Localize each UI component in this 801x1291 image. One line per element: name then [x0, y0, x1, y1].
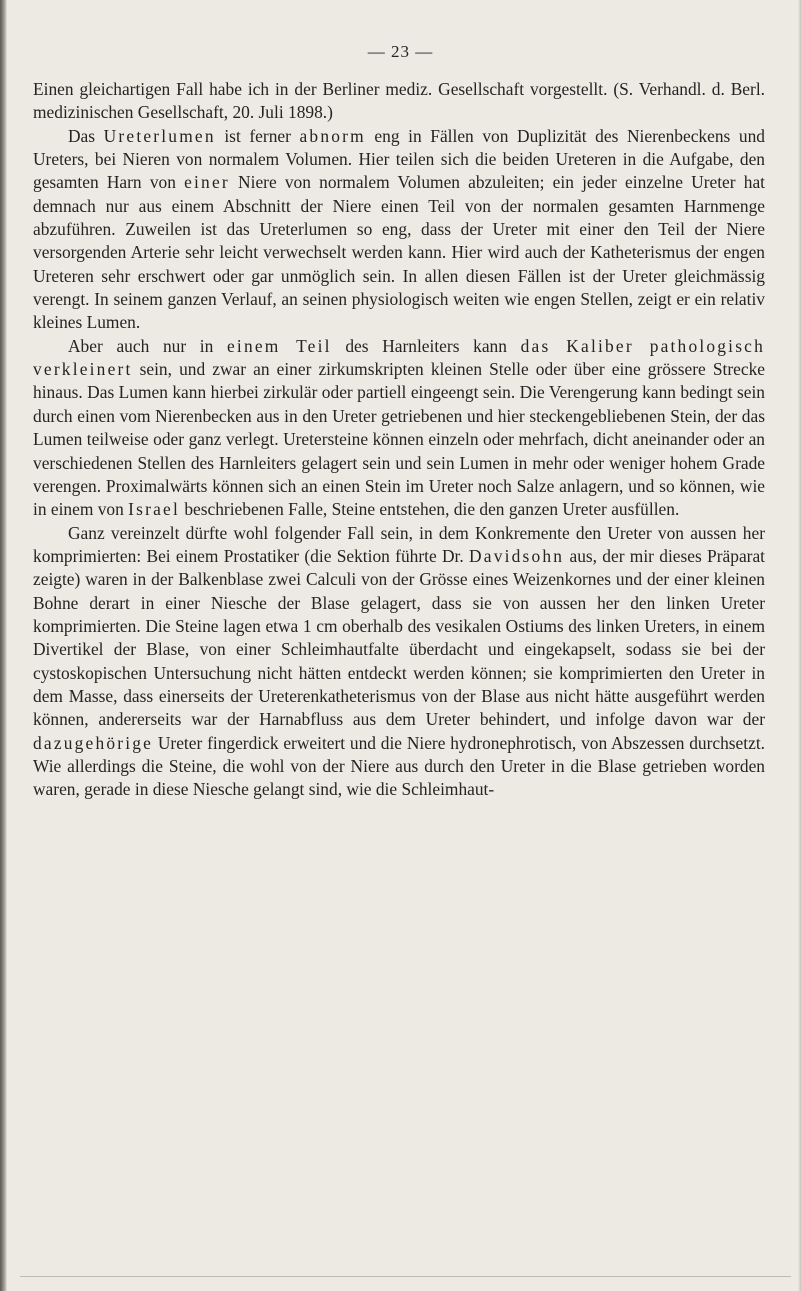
spaced-emphasis: abnorm	[299, 125, 366, 146]
text-run: des Harnleiters kann	[331, 335, 521, 356]
paragraph-3	[33, 335, 765, 522]
spaced-emphasis: das Kaliber pathologisch verkleinert	[33, 335, 765, 380]
text-run: Aber auch nur in	[68, 335, 228, 356]
spaced-emphasis: Davidsohn	[469, 545, 565, 566]
text-run: aus, der mir dieses Präparat zeigte) waren in der Balkenblase zwei Calculi von der Grösse eines Weizenkornes und der einer kleinen Bohne derart in einer Niesche der Blase gelagert, dass sie von aussen her den linken Ureter komprimierten. Die Steine lagen etwa 1 cm oberhalb des vesikalen Ostiums des linken Ureters, in einem Divertikel der Blase, von einer Schleimhautfalte überdacht und eingekapselt, sodass sie bei der cystoskopischen Untersuchung nicht hätten entdeckt werden können; sie komprimierten den Ureter in dem Masse, dass einerseits der Ureterenkatheterismus von der Blase aus nicht hätte ausgeführt werden können, andererseits war der Harnabfluss aus dem Ureter behindert, und infolge davon war der	[33, 545, 765, 730]
spaced-emphasis: einem Teil	[227, 335, 332, 356]
body-text	[33, 78, 765, 802]
bottom-edge-line	[20, 1276, 791, 1277]
spaced-emphasis: dazugehörige	[33, 732, 154, 753]
text-run: Niere von normalem Volumen abzuleiten; ein jeder einzelne Ureter hat demnach nur aus einem Abschnitt der Niere einen Teil von der normalen gesamten Harnmenge abzuführen. Zuweilen ist das Ureterlumen so eng, dass der Ureter mit einer den Teil der Niere versorgenden Arterie sehr leicht verwechselt werden kann. Hier wird auch der Katheterismus der engen Ureteren sehr erschwert oder gar unmöglich sein. In allen diesen Fällen ist der Ureter gleichmässig verengt. In seinem ganzen Verlauf, an seinen physiologisch weiten wie engen Stellen, zeigt er ein relativ kleines Lumen.	[33, 172, 765, 333]
scan-binding-edge	[0, 0, 7, 1291]
text-run: beschriebenen Falle, Steine entstehen, die den ganzen Ureter ausfüllen.	[179, 499, 680, 520]
text-run: Ganz vereinzelt dürfte wohl folgender Fall sein, in dem Konkremente den Ureter von aussen her komprimierten: Bei einem Prostatiker (die Sektion führte Dr.	[33, 522, 765, 566]
spaced-emphasis: Ureterlumen	[103, 125, 216, 146]
page-number: — 23 —	[367, 42, 434, 61]
spaced-emphasis: Israel	[128, 499, 180, 520]
text-run: Das	[68, 125, 104, 146]
paragraph-4	[33, 522, 765, 802]
text-run: sein, und zwar an einer zirkumskripten kleinen Stelle oder über eine grössere Strecke hinaus. Das Lumen kann hierbei zirkulär oder partiell eingeengt sein. Die Verengerung kann bedingt sein durch einen vom Nierenbecken aus in den Ureter getriebenen und hier steckengebliebenen Stein, der das Lumen teilweise oder ganz verlegt. Uretersteine können einzeln oder mehrfach, dicht aneinander oder an verschiedenen Stellen des Harnleiters gelagert sein und sein Lumen in mehr oder weniger hohem Grade verengen. Proximalwärts können sich an einen Stein im Ureter noch Salze anlagern, und so können, wie in einem von	[33, 359, 765, 520]
text-run: Ureter fingerdick erweitert und die Niere hydronephrotisch, von Abszessen durchsetzt. Wie allerdings die Steine, die wohl von der Niere aus durch den Ureter in die Blase getrieben worden waren, gerade in diese Niesche gelangt sind, wie die Schleimhaut-	[33, 732, 765, 800]
paragraph-1	[33, 78, 765, 125]
spaced-emphasis: einer	[184, 172, 230, 193]
paragraph-2	[33, 125, 765, 335]
text-run: ist ferner	[215, 125, 300, 146]
text-run: eng in Fällen von Duplizität des Nierenbeckens und Ureters, bei Nieren von normalem Volumen. Hier teilen sich die beiden Ureteren in die Aufgabe, den gesamten Harn von	[33, 125, 765, 193]
text-run: Einen gleichartigen Fall habe ich in der Berliner mediz. Gesellschaft vorgestellt. (S. Verhandl. d. Berl. medizinischen Gesellschaft, 20. Juli 1898.)	[33, 79, 765, 123]
